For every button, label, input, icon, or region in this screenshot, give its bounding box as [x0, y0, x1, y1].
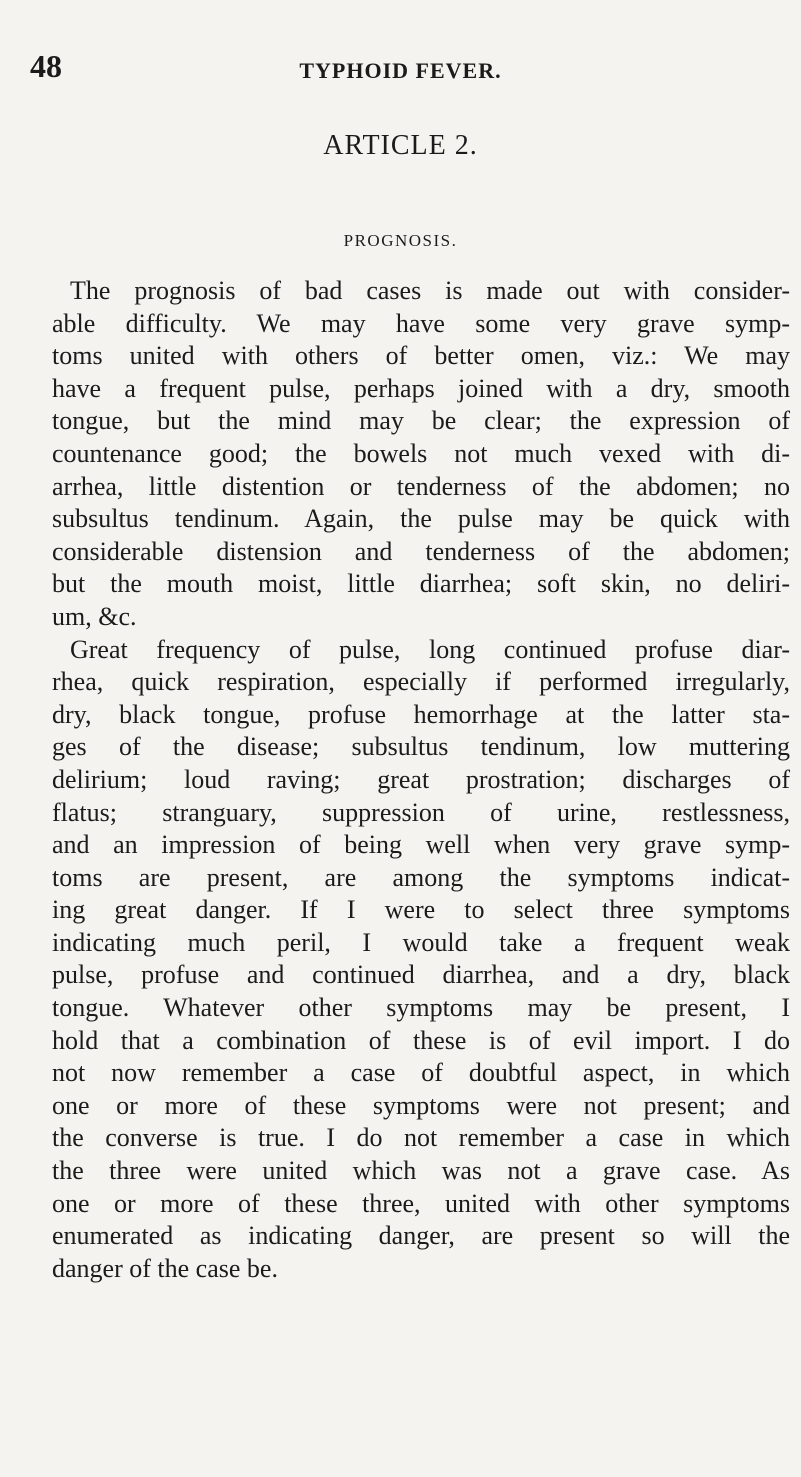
- text-line: countenance good; the bowels not much vexed with di-: [52, 438, 790, 468]
- text-line: pulse, profuse and continued diarrhea, and a dry, black: [52, 960, 790, 990]
- text-line: um, &c.: [52, 601, 137, 631]
- text-line: the three were united which was not a grave case. As: [52, 1156, 790, 1186]
- text-line: and an impression of being well when very grave symp-: [52, 830, 790, 860]
- text-line: enumerated as indicating danger, are present so will the: [52, 1221, 790, 1251]
- text-line: subsultus tendinum. Again, the pulse may be quick with: [52, 504, 790, 534]
- text-line: tongue. Whatever other symptoms may be present, I: [52, 993, 790, 1023]
- section-title: PROGNOSIS.: [343, 231, 458, 250]
- text-line: toms united with others of better omen, viz.: We may: [52, 341, 790, 371]
- text-line: able difficulty. We may have some very grave symp-: [52, 308, 790, 338]
- text-line: delirium; loud raving; great prostration; discharges of: [52, 764, 790, 794]
- text-line: flatus; stranguary, suppression of urine, restlessness,: [52, 797, 790, 827]
- paragraph-prognosis-intro: [52, 275, 790, 634]
- text-line: ing great danger. If I were to select three symptoms: [52, 895, 790, 925]
- text-line: The prognosis of bad cases is made out with consider-: [70, 276, 790, 305]
- article-title: ARTICLE 2.: [323, 130, 478, 161]
- text-line: the converse is true. I do not remember a case in which: [52, 1123, 790, 1153]
- text-line: tongue, but the mind may be clear; the expression of: [52, 406, 790, 436]
- text-line: have a frequent pulse, perhaps joined with a dry, smooth: [52, 373, 790, 403]
- page-number: 48: [30, 48, 62, 84]
- text-line: arrhea, little distention or tenderness of the abdomen; no: [52, 471, 790, 501]
- text-line: Great frequency of pulse, long continued profuse diar-: [70, 634, 790, 664]
- text-line: not now remember a case of doubtful aspect, in which: [52, 1058, 790, 1088]
- text-line: one or more of these symptoms were not present; and: [52, 1090, 790, 1120]
- running-head: TYPHOID FEVER.: [299, 58, 502, 83]
- text-line: one or more of these three, united with other symptoms: [52, 1188, 790, 1218]
- text-line: rhea, quick respiration, especially if performed irregularly,: [52, 667, 790, 697]
- body-text: [52, 275, 790, 1285]
- text-line: danger of the case be.: [52, 1253, 278, 1283]
- text-line: dry, black tongue, profuse hemorrhage at the latter sta-: [52, 699, 790, 729]
- text-line: ges of the disease; subsultus tendinum, low muttering: [52, 732, 790, 762]
- text-line: indicating much peril, I would take a frequent weak: [52, 927, 790, 957]
- text-line: toms are present, are among the symptoms indicat-: [52, 862, 790, 892]
- paragraph-danger-symptoms: [52, 634, 790, 1286]
- text-line: hold that a combination of these is of evil import. I do: [52, 1025, 790, 1055]
- text-line: considerable distension and tenderness of the abdomen;: [52, 536, 790, 566]
- text-line: but the mouth moist, little diarrhea; soft skin, no deliri-: [52, 569, 790, 599]
